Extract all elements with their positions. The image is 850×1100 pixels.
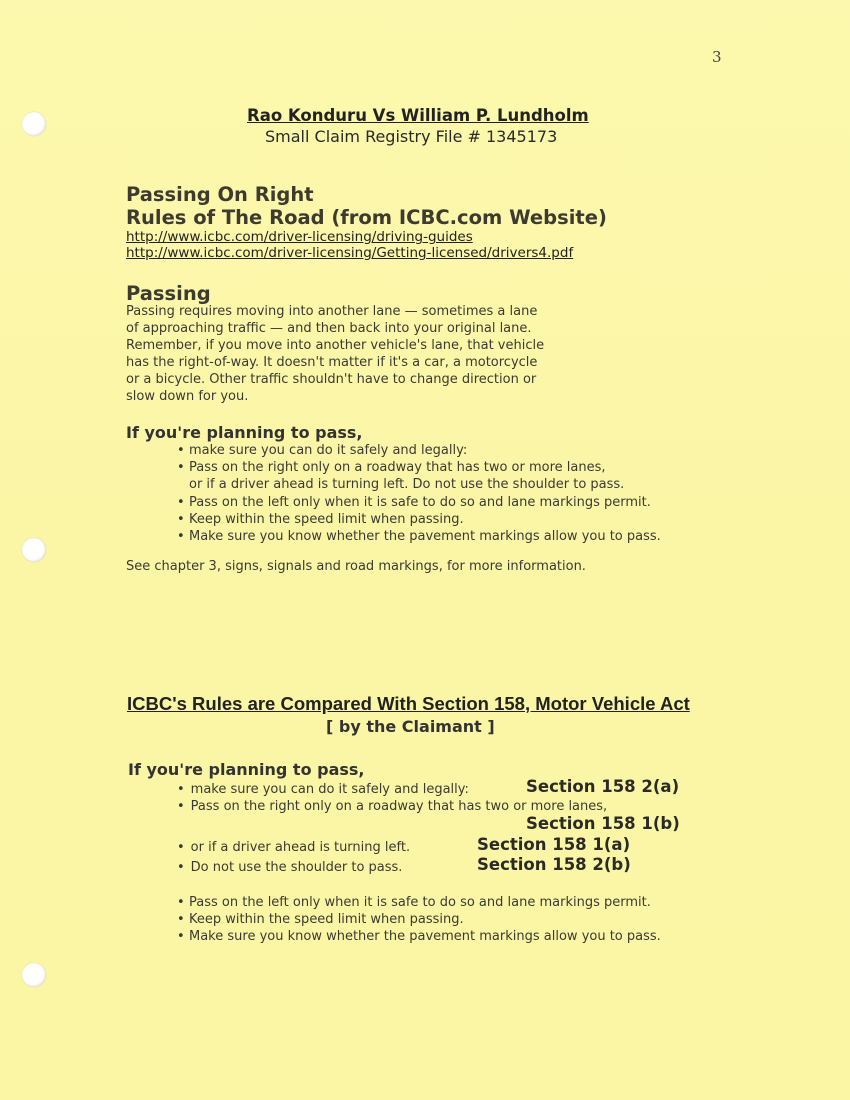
comparison-item: • make sure you can do it safely and legally:	[177, 782, 469, 797]
list-item: • Make sure you know whether the pavement markings allow you to pass.	[177, 529, 661, 545]
list-item: • Make sure you know whether the pavement markings allow you to pass.	[177, 929, 661, 945]
comparison-item: • Pass on the right only on a roadway that has two or more lanes,	[177, 799, 608, 814]
heading-rules-of-the-road: Rules of The Road (from ICBC.com Website)	[126, 206, 607, 229]
paragraph-line: of approaching traffic — and then back into your original lane.	[126, 321, 532, 336]
case-title: Rao Konduru Vs William P. Lundholm	[247, 106, 589, 125]
punch-hole	[22, 112, 46, 136]
comparison-bullet-list	[176, 894, 661, 946]
comparison-item: • or if a driver ahead is turning left.	[177, 840, 411, 855]
list-item: • Keep within the speed limit when passing.	[177, 912, 464, 928]
page-number: 3	[712, 48, 722, 66]
punch-hole	[22, 538, 46, 562]
section-reference: Section 158 2(b)	[477, 855, 631, 874]
list-item: • Pass on the right only on a roadway that has two or more lanes, or if a driver ahead is turning left. Do not use the shoulder to pass.	[176, 459, 661, 493]
heading-passing-on-right: Passing On Right	[126, 183, 314, 206]
passing-bullet-list	[176, 442, 661, 545]
bullet-continuation: or if a driver ahead is turning left. Do not use the shoulder to pass.	[189, 477, 625, 493]
section-reference: Section 158 2(a)	[526, 777, 680, 796]
planning-heading: If you're planning to pass,	[126, 423, 363, 442]
registry-number: Small Claim Registry File # 1345173	[265, 127, 558, 146]
see-chapter-note: See chapter 3, signs, signals and road markings, for more information.	[126, 559, 586, 574]
section-reference: Section 158 1(b)	[526, 814, 680, 833]
link-driving-guides[interactable]: http://www.icbc.com/driver-licensing/driving-guides	[126, 229, 473, 245]
paragraph-line: Remember, if you move into another vehicle's lane, that vehicle	[126, 338, 545, 353]
paragraph-line: slow down for you.	[126, 389, 249, 404]
list-item: • make sure you can do it safely and legally:	[177, 443, 468, 458]
list-item: • Pass on the left only when it is safe to do so and lane markings permit.	[177, 895, 651, 910]
punch-hole	[22, 963, 46, 987]
section-reference: Section 158 1(a)	[477, 835, 631, 854]
comparison-subtitle: [ by the Claimant ]	[326, 717, 495, 736]
paragraph-line: has the right-of-way. It doesn't matter if it's a car, a motorcycle	[126, 355, 538, 370]
link-drivers4-pdf[interactable]: http://www.icbc.com/driver-licensing/Getting-licensed/drivers4.pdf	[126, 245, 574, 261]
comparison-planning-heading: If you're planning to pass,	[128, 760, 365, 779]
passing-paragraph	[126, 303, 596, 405]
comparison-title: ICBC's Rules are Compared With Section 158, Motor Vehicle Act	[127, 693, 690, 714]
heading-passing: Passing	[126, 282, 211, 305]
list-item: • Keep within the speed limit when passing.	[177, 511, 464, 527]
list-item: • Pass on the left only when it is safe to do so and lane markings permit.	[177, 494, 651, 510]
paragraph-line: Passing requires moving into another lane — sometimes a lane	[126, 304, 538, 319]
paragraph-line: or a bicycle. Other traffic shouldn't have to change direction or	[126, 372, 537, 387]
comparison-item: • Do not use the shoulder to pass.	[177, 860, 403, 875]
